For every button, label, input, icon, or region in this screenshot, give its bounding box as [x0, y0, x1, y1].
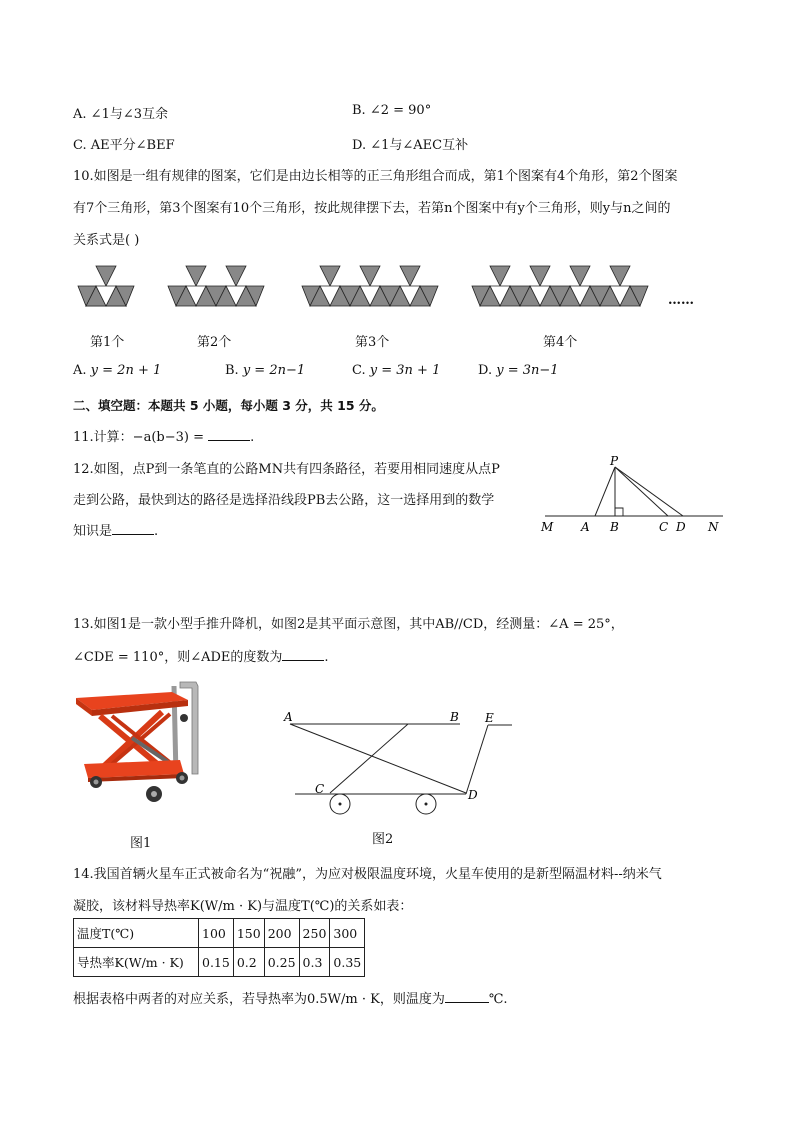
label-e: E: [485, 711, 494, 725]
q9-option-d: D. ∠1与∠AEC互补: [352, 138, 469, 153]
pattern-3: [302, 266, 438, 306]
label-b: B: [610, 520, 619, 534]
q11: 11.计算：−a(b−3) = .: [73, 430, 255, 445]
q12-line1: 12.如图，点P到一条笔直的公路MN共有四条路径，若要用相同速度从点P: [73, 462, 500, 477]
q14-line3: 根据表格中两者的对应关系，若导热率为0.5W/m · K，则温度为 ℃.: [73, 992, 508, 1007]
pattern-1: [74, 266, 134, 306]
table-cell: 200: [264, 919, 299, 948]
label-a: A: [581, 520, 590, 534]
table-row: [74, 948, 365, 977]
table-cell: 0.25: [264, 948, 299, 977]
q13-line1: 13.如图1是一款小型手推升降机，如图2是其平面示意图，其中AB//CD，经测量：∠A = 25°，: [73, 617, 624, 632]
q10-ellipsis: ……: [668, 293, 694, 308]
table-cell: 300: [330, 919, 365, 948]
q12-line3: 知识是 .: [73, 524, 159, 539]
label-p: P: [610, 455, 619, 468]
q12-figure: [535, 455, 730, 540]
table-cell: 0.2: [233, 948, 264, 977]
q12-line2: 走到公路，最快到达的路径是选择沿线段PB去公路，这一选择用到的数学: [73, 493, 495, 508]
table-row: [74, 919, 365, 948]
q14-data-table: [73, 918, 365, 977]
q10-caption-4: 第4个: [543, 335, 578, 350]
q10-caption-1: 第1个: [90, 335, 125, 350]
label-b: B: [450, 710, 459, 724]
label-d: D: [676, 520, 686, 534]
label-c: C: [659, 520, 669, 534]
q14-line1: 14.我国首辆火星车正式被命名为“祝融”，为应对极限温度环境，火星车使用的是新型隔温材料--纳米气: [73, 867, 662, 882]
q14-line2: 凝胶，该材料导热率K(W/m · K)与温度T(℃)的关系如表：: [73, 899, 413, 914]
table-header-cell: 温度T(℃): [74, 919, 199, 948]
table-cell: 0.15: [199, 948, 234, 977]
pattern-2: [168, 266, 264, 306]
table-cell: 150: [233, 919, 264, 948]
label-a: A: [284, 710, 293, 724]
table-cell: 0.3: [299, 948, 330, 977]
section-2-title: 二、填空题：本题共 5 小题，每小题 3 分，共 15 分。: [73, 398, 384, 413]
q12-answer-blank[interactable]: [112, 522, 154, 535]
table-header-cell: 导热率K(W/m · K): [74, 948, 199, 977]
q13-answer-blank[interactable]: [282, 648, 324, 661]
q10-line1: 10.如图是一组有规律的图案，它们是由边长相等的正三角形组合而成，第1个图案有4个角形，第2个图案: [73, 169, 678, 184]
q10-option-a: A. y = 2n + 1: [73, 363, 162, 378]
q10-option-b: B. y = 2n−1: [225, 363, 306, 378]
q10-line2: 有7个三角形，第3个图案有10个三角形，按此规律摆下去，若第n个图案中有y个三角形，则y与n之间的: [73, 201, 671, 216]
q9-option-b: B. ∠2 = 90°: [352, 103, 432, 118]
label-c: C: [315, 782, 325, 796]
label-m: M: [541, 520, 554, 534]
label-d: D: [468, 788, 478, 802]
q10-option-c: C. y = 3n + 1: [352, 363, 441, 378]
q10-line3: 关系式是( ): [73, 233, 140, 248]
q10-caption-2: 第2个: [197, 335, 232, 350]
q10-option-d: D. y = 3n−1: [478, 363, 559, 378]
label-n: N: [708, 520, 719, 534]
pattern-4: [472, 266, 648, 306]
q11-answer-blank[interactable]: [208, 428, 250, 441]
table-cell: 100: [199, 919, 234, 948]
q10-caption-3: 第3个: [355, 335, 390, 350]
table-cell: 250: [299, 919, 330, 948]
scissor-lift-photo: [72, 678, 212, 808]
q9-option-c: C. AE平分∠BEF: [73, 138, 175, 153]
q9-option-a: A. ∠1与∠3互余: [73, 107, 168, 122]
q10-triangle-patterns: [70, 258, 710, 324]
q13-fig2-caption: 图2: [372, 832, 394, 847]
q13-figure-2: [280, 705, 520, 825]
table-cell: 0.35: [330, 948, 365, 977]
q13-line2: ∠CDE = 110°，则∠ADE的度数为 .: [73, 650, 329, 665]
q13-fig1-caption: 图1: [130, 836, 152, 851]
q14-answer-blank[interactable]: [445, 990, 489, 1003]
